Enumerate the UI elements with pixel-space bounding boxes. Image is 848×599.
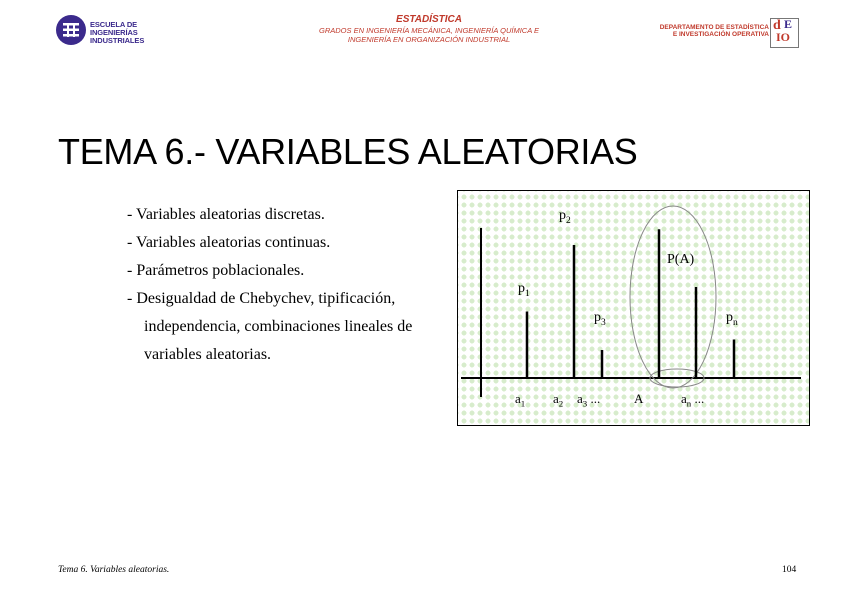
event-probability-label: P(A) — [667, 252, 695, 267]
topic-item-continuation — [127, 313, 457, 369]
bar-probability-label: $p_3$ — [594, 310, 606, 328]
school-emblem-icon — [56, 15, 86, 45]
footer-title: Tema 6. Variables aleatorias. — [58, 565, 170, 575]
school-name — [90, 21, 186, 45]
topic-item-cont-line2: variables aleatorias. — [144, 346, 272, 363]
department-name-line2: E INVESTIGACIÓN OPERATIVA — [672, 31, 769, 38]
course-title: ESTADÍSTICA — [396, 14, 462, 25]
x-axis-value-label: A — [634, 391, 644, 406]
deio-mark-io: IO — [776, 30, 791, 44]
x-axis-value-label: $a_2$ — [553, 391, 564, 409]
bar-probability-label: $p_1$ — [518, 281, 530, 299]
course-header — [284, 14, 574, 44]
slide-title: TEMA 6.- VARIABLES ALEATORIAS — [58, 131, 638, 172]
department-name — [645, 24, 769, 38]
topic-item: - Desigualdad de Chebychev, tipificación, — [127, 290, 396, 307]
deio-mark-d: d — [773, 18, 781, 33]
x-axis-value-label: $a_1$ — [515, 391, 526, 409]
topic-item: - Variables aleatorias continuas. — [127, 234, 331, 251]
deio-mark-icon — [770, 18, 799, 48]
bar-probability-label: $p_n$ — [726, 310, 738, 328]
course-subtitle-line1: GRADOS EN INGENIERÍA MECÁNICA, INGENIERÍA QUÍMICA E — [318, 26, 540, 35]
x-axis-value-label: $a_3$ ... — [577, 391, 601, 409]
school-name-line1: ESCUELA DE INGENIERÍAS — [90, 20, 138, 37]
department-logo — [645, 18, 800, 48]
topic-item: - Variables aleatorias discretas. — [127, 206, 325, 223]
topic-item-cont-line1: independencia, combinaciones lineales de — [144, 318, 413, 335]
school-name-line2: INDUSTRIALES — [90, 36, 145, 45]
department-name-line1: DEPARTAMENTO DE ESTADÍSTICA — [659, 24, 769, 31]
topic-item: - Parámetros poblacionales. — [127, 262, 305, 279]
page-number: 104 — [782, 565, 797, 575]
event-a-ellipse — [630, 206, 716, 388]
probability-diagram-svg — [458, 191, 811, 427]
school-logo — [56, 14, 186, 46]
probability-diagram — [457, 190, 810, 426]
deio-mark-e: E — [784, 17, 793, 31]
course-subtitle-line2: INGENIERÍA EN ORGANIZACIÓN INDUSTRIAL — [347, 35, 511, 44]
bar-probability-label: $p_2$ — [559, 208, 571, 226]
topic-list — [127, 201, 457, 369]
x-axis-value-label: $a_n$ ... — [681, 391, 705, 409]
